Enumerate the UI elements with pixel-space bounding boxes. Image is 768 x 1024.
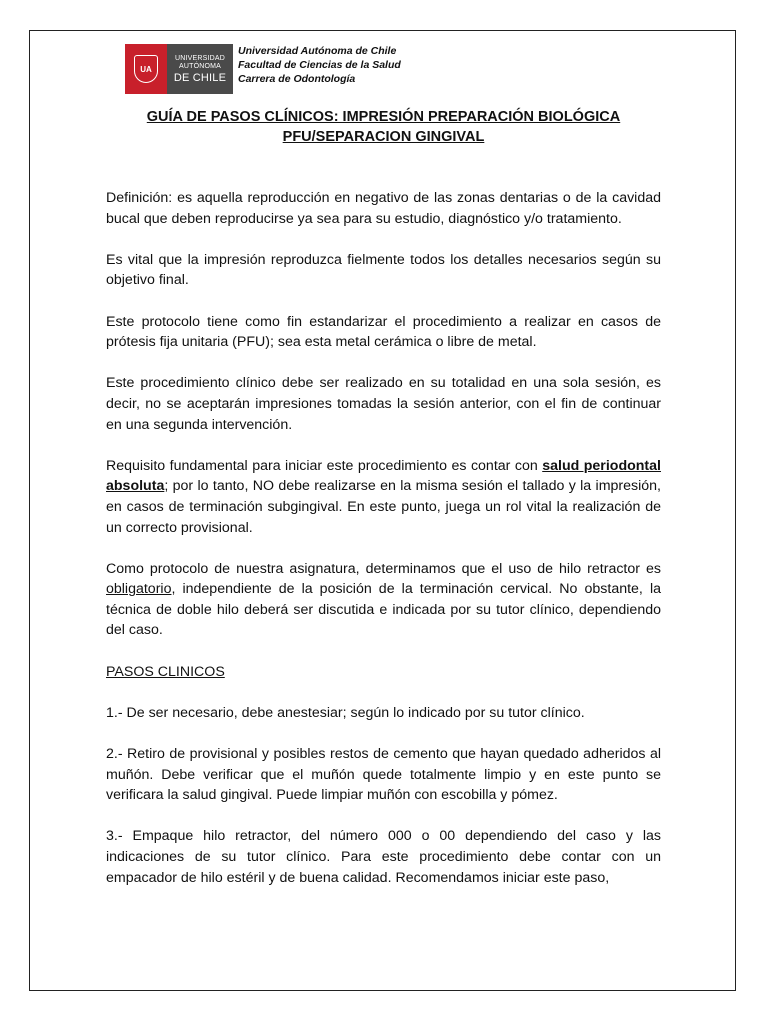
paragraph-6-part-a: Como protocolo de nuestra asignatura, determinamos que el uso de hilo retractor es bbox=[106, 560, 661, 577]
step-2: 2.- Retiro de provisional y posibles restos de cemento que hayan quedado adheridos al muñón. Debe verificar que el muñón quede totalmente limpio y en este punto se verificara la salud gingival. Puede limpiar muñón con escobilla y pómez. bbox=[106, 746, 661, 804]
paragraph-5-part-c: ; por lo tanto, NO debe realizarse en la misma sesión el tallado y la impresión, en casos de terminación subgingival. En este punto, juega un rol vital la realización de un correcto provisional. bbox=[106, 478, 661, 536]
definition-paragraph: Definición: es aquella reproducción en negativo de las zonas dentarias o de la cavidad bucal que deben reproducirse ya sea para su estudio, diagnóstico y/o tratamiento. bbox=[106, 190, 661, 227]
paragraph-5-emphasis: salud periodontal absoluta bbox=[106, 457, 661, 495]
paragraph-5 bbox=[106, 456, 661, 538]
step-3: 3.- Empaque hilo retractor, del número 000 o 00 dependiendo del caso y las indicaciones de su tutor clínico. Para este procedimiento debe contar con un empacador de hilo estéril y de buena calidad. Recomendamos iniciar este paso, bbox=[106, 828, 661, 886]
paragraph-2: Es vital que la impresión reproduzca fielmente todos los detalles necesarios según su objetivo final. bbox=[106, 251, 661, 289]
faculty-name: Facultad de Ciencias de la Salud bbox=[238, 59, 401, 71]
title-line-1: GUÍA DE PASOS CLÍNICOS: IMPRESIÓN PREPARACIÓN BIOLÓGICA bbox=[146, 109, 621, 125]
logo-wordmark bbox=[167, 44, 233, 94]
document-title bbox=[106, 107, 661, 147]
paragraph-6 bbox=[106, 559, 661, 641]
logo-line-1: UNIVERSIDAD bbox=[174, 54, 226, 62]
university-logo bbox=[125, 44, 233, 94]
paragraph-6-part-c: , independiente de la posición de la terminación cervical. No obstante, la técnica de doble hilo deberá ser discutida e indicada por su tutor clínico, dependiendo del caso. bbox=[106, 581, 661, 639]
logo-line-3: DE CHILE bbox=[173, 71, 227, 84]
career-name: Carrera de Odontología bbox=[238, 73, 356, 85]
logo-mark: UA bbox=[140, 64, 152, 74]
shield-icon bbox=[134, 55, 158, 83]
paragraph-6-emphasis: obligatorio bbox=[106, 581, 172, 598]
paragraph-4: Este procedimiento clínico debe ser realizado en su totalidad en una sola sesión, es decir, no se aceptarán impresiones tomadas la sesión anterior, con el fin de continuar en una segunda intervención. bbox=[106, 375, 661, 433]
paragraph-3: Este protocolo tiene como fin estandarizar el procedimiento a realizar en casos de prótesis fija unitaria (PFU); sea esta metal cerámica o libre de metal. bbox=[106, 313, 661, 351]
step-1: 1.- De ser necesario, debe anestesiar; según lo indicado por su tutor clínico. bbox=[106, 704, 585, 721]
logo-line-2: AUTÓNOMA bbox=[178, 62, 222, 70]
steps-heading: PASOS CLINICOS bbox=[106, 663, 225, 680]
institution-name: Universidad Autónoma de Chile bbox=[238, 45, 397, 57]
title-line-2: PFU/SEPARACION GINGIVAL bbox=[282, 129, 485, 145]
paragraph-5-part-a: Requisito fundamental para iniciar este procedimiento es contar con bbox=[106, 457, 543, 474]
document-header bbox=[125, 44, 401, 94]
document-body bbox=[106, 188, 661, 909]
logo-emblem bbox=[125, 44, 167, 94]
institution-block bbox=[238, 44, 401, 86]
